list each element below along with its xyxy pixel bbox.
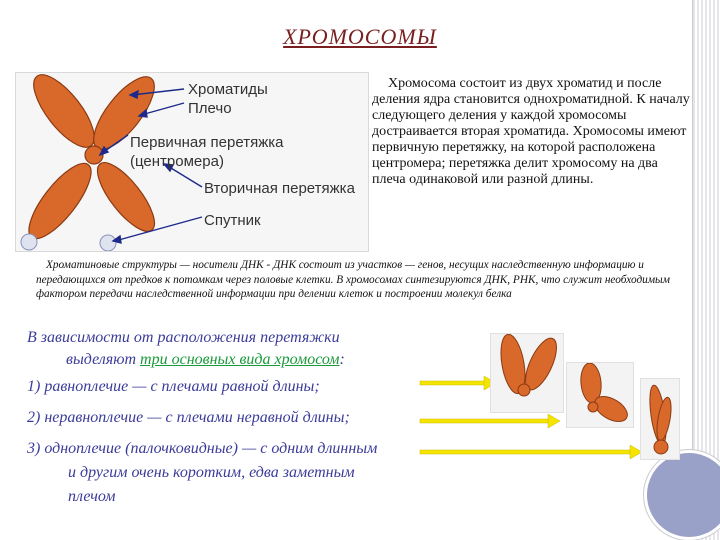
acrocentric-chromosome-icon [641, 379, 679, 459]
thumb-acrocentric [640, 378, 680, 460]
types-intro-link: три основных вида хромосом [140, 351, 340, 368]
type-item-2: 2) неравноплечие — с плечами неравной длины; [27, 409, 350, 426]
chromosome-diagram [15, 72, 369, 252]
type-item-1: 1) равноплечие — с плечами равной длины; [27, 378, 320, 395]
chromosome-description: Хромосома состоит из двух хроматид и после деления ядра становится однохроматидной. К началу следующего деления у каждой хромосомы достраивается вторая хроматида. Хромосомы имеют первичную перетяжку, на которой расположена центромера; перетяжка делит хромосому на два плеча одинаковой или разной длины. [372, 76, 690, 187]
thumb-metacentric [490, 333, 564, 413]
types-intro-line2 [66, 350, 345, 370]
arrow-type-2-shaft [420, 419, 550, 423]
types-intro-line1: В зависимости от расположения перетяжки [27, 329, 340, 346]
type-item-3-line2: и другим очень коротким, едва заметным [68, 464, 355, 481]
type-item-3: 3) одноплечие (палочковидные) — с одним длинным [27, 440, 378, 457]
types-intro-prefix: выделяют [66, 351, 141, 368]
arrow-type-2-head [548, 414, 560, 428]
label-chromatids: Хроматиды [188, 81, 268, 98]
label-secondary-constriction: Вторичная перетяжка [204, 180, 355, 197]
thumb-submetacentric [566, 362, 634, 428]
label-centromere: (центромера) [130, 153, 224, 170]
corner-decoration-circle [644, 450, 720, 540]
satellite-right [100, 235, 116, 251]
slide-title: ХРОМОСОМЫ [283, 24, 437, 49]
metacentric-chromosome-icon [491, 334, 563, 412]
types-intro-suffix: : [339, 351, 345, 368]
arrow-type-3-shaft [420, 450, 632, 454]
chromatin-note: Хроматиновые структуры — носители ДНК - ДНК состоит из участков — генов, несущих наследственную информацию и передающихся от предков к потомкам через половые клетки. В хромосомах синтезируются ДНК, РНК, что служит необходимым фактором передачи наследственной информации при делении клеток и построении молекул белка [36, 259, 670, 300]
arrow-type-1-shaft [420, 381, 486, 385]
type-item-3-line3: плечом [68, 488, 116, 505]
label-satellite: Спутник [204, 212, 261, 229]
chromatid-lower-left [19, 155, 101, 247]
satellite-left [21, 234, 37, 250]
submetacentric-chromosome-icon [567, 363, 633, 427]
chromatid-upper-left [24, 73, 105, 156]
label-arm: Плечо [188, 100, 232, 117]
label-primary-constriction: Первичная перетяжка [130, 134, 284, 151]
